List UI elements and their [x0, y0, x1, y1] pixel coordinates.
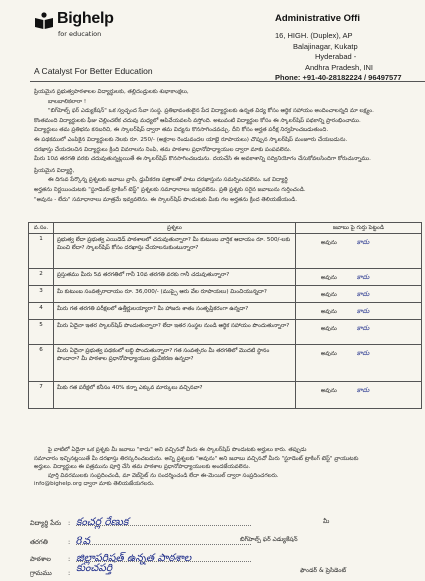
office-line: Balajinagar, Kukatp: [293, 41, 358, 51]
footer-line: info@bighelp.org ద్వారా మాకు తెలియజేయగలరు.: [34, 481, 155, 488]
salutation: ప్రియమైన ప్రభుత్వపాఠశాలల విద్యార్థులకు, తల్లిదండ్రులకు శుభాకాంక్షలు,: [34, 89, 189, 95]
signature-title: ఫౌండర్ & ప్రెసిడెంట్: [300, 567, 347, 574]
village-field[interactable]: గ్రామము : కుంచపర్తి: [30, 562, 113, 577]
table-row: [29, 345, 422, 382]
body-line: దరఖాస్తు చేయదలచిన విద్యార్థులు క్రింది వివరాలను నింపి, తమ పాఠశాల ప్రధానోపాధ్యాయుల ద్వారా మాకు పంపవలెను.: [34, 146, 292, 153]
eligibility-questions-table: [28, 222, 422, 409]
tagline: A Catalyst For Better Education: [34, 66, 153, 76]
body-line: ఈ పథకములో ఎంపికైన విద్యార్థులకు నెలకు రూ. 250/- (అక్షరాల రెండువందల యాభై రూపాయలు) చొప్పున స్కాలర్‌షిప్ మంజూరు చేయబడును.: [34, 136, 348, 143]
dotted-line: [76, 525, 251, 526]
signature-organization: బిగ్‌హెల్ప్ ఫర్ ఎడ్యుకేషన్: [240, 536, 298, 543]
handwritten-mark: కాదు: [356, 324, 370, 332]
office-line: 16, HIGH. (Duplex), AP: [275, 31, 353, 41]
header-divider: [30, 81, 425, 82]
handwritten-mark: కాదు: [356, 349, 370, 357]
body-line: "బిగ్‌హెల్ప్ ఫర్ ఎడ్యుకేషన్" ఒక స్వచ్ఛంద సేవా సంస్థ. ప్రతిభావంతులైన పేద విద్యార్థులకు ఉన్నత విద్య కోసం ఆర్థిక సహాయం అందించాలన్నది మా లక్ష్యం.: [48, 108, 374, 115]
row-number: 4: [29, 303, 54, 320]
school-value[interactable]: జిల్లాపరిషత్ ఉన్నత పాఠశాల: [76, 552, 192, 564]
greeting: బాలబాలికలారా !: [48, 98, 87, 105]
footer-paragraph: [34, 446, 420, 489]
header-answer: జవాబు పై గుర్తు పెట్టండి: [295, 223, 421, 234]
answer-yes[interactable]: అవును: [320, 388, 337, 394]
answer-yes[interactable]: అవును: [320, 240, 337, 246]
row-question: మీరు ఏదైనా ప్రభుత్వ పథకంలో లబ్ధి పొందుతున్నారా? గత సంవత్సరం మీ తరగతిలో మొదటి స్థానం పొందారా? మీ పాఠశాల ప్రధానోపాధ్యాయుల ధ్రువీకరణ ఉన్నదా?: [53, 345, 295, 382]
student-name-label: విద్యార్థి పేరు: [30, 519, 62, 527]
answer-cell[interactable]: [295, 269, 421, 286]
footer-line: పై వాటిలో ఏదైనా ఒక ప్రశ్నకు మీ జవాబు "కాదు" అని వచ్చినచో మీరు ఈ స్కాలర్‌షిప్ పొందుటకు అర్హులు కారు. తప్పుడు: [48, 447, 307, 453]
brand-name: Bighelp: [57, 10, 114, 27]
row-question: మీకు గత పరీక్షలో కనీసం 40% కన్నా ఎక్కువ మార్కులు వచ్చినవా?: [53, 382, 295, 409]
body-line: కొంతమంది విద్యార్థులకు ఫీజు చెల్లించలేక చదువు మధ్యలో ఆపివేయవలసి వస్తోంది. అటువంటి విద్యార్థుల కోసం ఈ స్కాలర్‌షిప్ పథకాన్ని ప్రారంభించాము.: [34, 117, 361, 124]
row-question: ప్రస్తుతము మీరు 5వ తరగతిలో గానీ 10వ తరగతి వరకు గానీ చదువుతున్నారా?: [53, 269, 295, 286]
row-question: మీరు ఏదైనా ఇతర స్కాలర్‌షిప్ పొందుతున్నారా? లేదా ఇతర సంస్థల నుండి ఆర్థిక సహాయం పొందుతున్నారా?: [53, 320, 295, 345]
office-address-block: [275, 14, 425, 83]
footer-line: సమాచారం ఇచ్చినట్లయితే మీ దరఖాస్తు తిరస్కరించబడును. అన్ని ప్రశ్నలకు "అవును" అని జవాబు వచ్చినచో మీరు "స్టూడెంట్ ట్రాకింగ్ టెస్ట్" వ్రాయుటకు: [34, 455, 359, 462]
table-header-row: [29, 223, 422, 234]
answer-yes[interactable]: అవును: [320, 309, 337, 315]
row-number: 7: [29, 382, 54, 409]
answer-cell[interactable]: [295, 234, 421, 269]
footer-line: పూర్తి వివరములకు సంప్రదించండి, మా వెబ్‌సైట్ ను సందర్శించండి లేదా ఈ-మెయిల్ ద్వారా సంప్రదించగలరు.: [48, 472, 279, 479]
row-question: ప్రభుత్వ లేదా ప్రభుత్వ ఎయిడెడ్ పాఠశాలలో చదువుతున్నారా? మీ కుటుంబ వార్షిక ఆదాయం రూ. 500/-లకు మించి లేదా? స్కాలర్‌షిప్ కోసం దరఖాస్తు చేయాలనుకుంటున్నారా?: [53, 234, 295, 269]
row-question: మీ కుటుంబ సంవత్సరాదాయం రూ. 36,000/- (ముప్పై ఆరు వేల రూపాయలు) మించియున్నదా?: [53, 286, 295, 303]
row-number: 2: [29, 269, 54, 286]
handwritten-mark: కాదు: [356, 273, 370, 281]
class-value[interactable]: 8వ: [76, 535, 91, 547]
answer-yes[interactable]: అవును: [320, 326, 337, 332]
instruction-line: "అవును - లేదు" సమాధానాలు మాత్రమే ఇవ్వవలెను. ఈ స్కాలర్‌షిప్ పొందుటకు మీకు గల అర్హతను క్రింద తెలియజేయండి.: [34, 196, 298, 203]
table-row: [29, 269, 422, 286]
table-row: [29, 286, 422, 303]
row-number: 5: [29, 320, 54, 345]
office-line: Hyderabad -: [315, 52, 357, 62]
table-row: [29, 234, 422, 269]
closing: ప్రియమైన విద్యార్థి,: [34, 167, 75, 174]
class-label: తరగతి: [30, 538, 48, 546]
row-number: 3: [29, 286, 54, 303]
header-serial: వ.సం.: [29, 223, 54, 234]
answer-cell[interactable]: [295, 303, 421, 320]
answer-cell[interactable]: [295, 286, 421, 303]
footer-line: అర్హులు. విద్యార్థులు ఈ పత్రమును పూర్తి చేసి తమ పాఠశాల ప్రధానోపాధ్యాయులకు అందజేయవలెను.: [34, 464, 251, 471]
office-line: Andhra Pradesh, INI: [305, 62, 373, 72]
answer-yes[interactable]: అవును: [320, 275, 337, 281]
answer-yes[interactable]: అవును: [320, 351, 337, 357]
letter-body: [34, 88, 420, 205]
row-question: మీరు గత తరగతి పరీక్షలలో ఉత్తీర్ణులయ్యారా? మీ హాజరు శాతం సంతృప్తికరంగా ఉన్నదా?: [53, 303, 295, 320]
student-name-field[interactable]: విద్యార్థి పేరు : కంచర్ల రేణుక: [30, 516, 128, 531]
instruction-line: ఈ దిగువ పేర్కొన్న ప్రశ్నలకు జవాబు వ్రాసి, ధ్రువీకరణ పత్రాలతో పాటు దరఖాస్తును సమర్పించవలెను. ఒక విద్యార్థి: [48, 177, 288, 184]
body-line: విద్యార్థులు తమ ప్రతిభను కనబరిచి, ఈ స్కాలర్‌షిప్ ద్వారా తమ విద్యను కొనసాగించవచ్చు. దీని కోసం అర్హత పరీక్ష నిర్వహించబడుతుంది.: [34, 127, 329, 134]
row-number: 6: [29, 345, 54, 382]
brand-subtitle: for education: [58, 30, 102, 38]
book-person-logo-icon: [34, 12, 54, 30]
answer-cell[interactable]: [295, 382, 421, 409]
handwritten-mark: కాదు: [356, 290, 370, 298]
signature-salutation: మీ: [323, 518, 330, 525]
table-row: [29, 320, 422, 345]
school-label: పాఠశాల: [30, 555, 51, 563]
student-name-value[interactable]: కంచర్ల రేణుక: [76, 516, 129, 528]
answer-yes[interactable]: అవును: [320, 292, 337, 298]
table-row: [29, 382, 422, 409]
instruction-line: అర్హతను నిర్ణయించుటకు "స్టూడెంట్ ట్రాకింగ్ టెస్ట్" ప్రశ్నలకు సమాధానాలు ఇవ్వవలెను. ప్రతి ప్రశ్నకు సరైన జవాబును గుర్తించండి.: [34, 186, 306, 193]
office-title: Administrative Offi: [275, 14, 360, 24]
body-line: మీరు 10వ తరగతి వరకు చదువుతున్నట్లయితే ఈ స్కాలర్‌షిప్ కొనసాగించబడును. దయచేసి ఈ అవకాశాన్ని సద్వినియోగం చేసుకోవలసిందిగా కోరుచున్నాము.: [34, 156, 371, 163]
village-label: గ్రామము: [30, 569, 52, 577]
office-phone: Phone: +91-40-28182224 / 96497577: [275, 73, 402, 83]
answer-cell[interactable]: [295, 345, 421, 382]
dotted-line: [76, 544, 251, 545]
village-value[interactable]: కుంచపర్తి: [76, 562, 113, 574]
table-row: [29, 303, 422, 320]
header-questions: ప్రశ్నలు: [53, 223, 295, 234]
row-number: 1: [29, 234, 54, 269]
handwritten-mark: కాదు: [356, 386, 370, 394]
school-field[interactable]: పాఠశాల : జిల్లాపరిషత్ ఉన్నత పాఠశాల: [30, 552, 191, 567]
handwritten-mark: కాదు: [356, 307, 370, 315]
handwritten-mark: కాదు: [356, 238, 370, 246]
class-field[interactable]: తరగతి : 8వ: [30, 535, 90, 550]
answer-cell[interactable]: [295, 320, 421, 345]
